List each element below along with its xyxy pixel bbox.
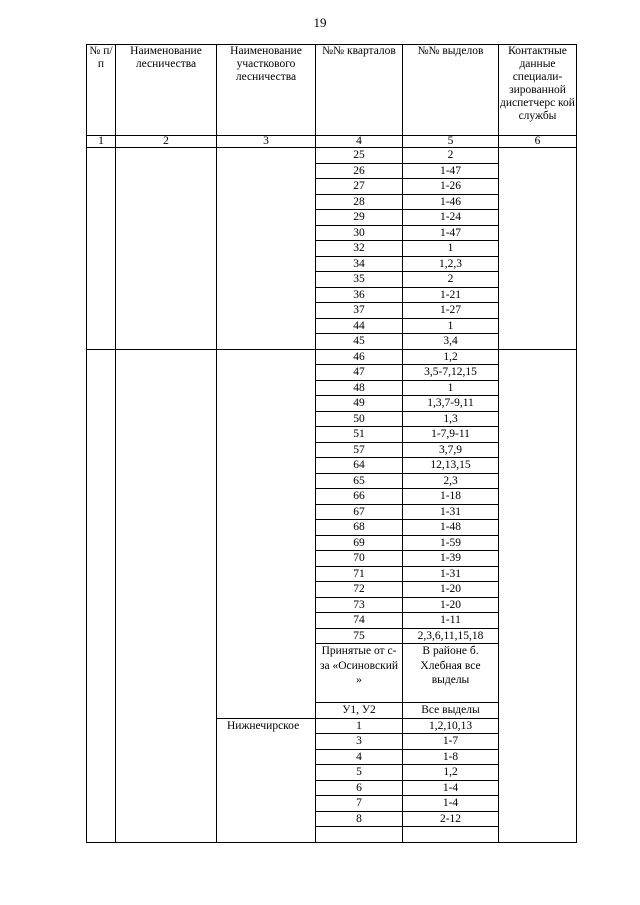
allotment-cell: 1-59	[403, 535, 499, 551]
allotment-cell: В районе б. Хлебная все выделы	[403, 644, 499, 703]
number-cell	[87, 349, 116, 842]
allotment-cell: 1-8	[403, 749, 499, 765]
quarter-cell: 49	[316, 396, 403, 412]
quarter-cell: 74	[316, 613, 403, 629]
quarter-cell: 28	[316, 194, 403, 210]
quarter-cell: 70	[316, 551, 403, 567]
allotment-cell: 3,7,9	[403, 442, 499, 458]
quarter-cell: 73	[316, 597, 403, 613]
header-quarters: №№ кварталов	[316, 45, 403, 136]
allotment-cell: 1-4	[403, 796, 499, 812]
column-number: 4	[316, 136, 403, 148]
number-cell	[87, 148, 116, 350]
allotment-cell: 2,3	[403, 473, 499, 489]
allotment-cell: 1	[403, 380, 499, 396]
quarter-cell: 45	[316, 334, 403, 350]
quarter-cell: 66	[316, 489, 403, 505]
quarter-cell: 35	[316, 272, 403, 288]
quarter-cell: 75	[316, 628, 403, 644]
header-forestry: Наименование лесничества	[116, 45, 217, 136]
allotment-cell: 2	[403, 272, 499, 288]
allotment-cell: 1-20	[403, 582, 499, 598]
quarter-cell: 3	[316, 734, 403, 750]
quarter-cell: 64	[316, 458, 403, 474]
header-allotments: №№ выделов	[403, 45, 499, 136]
allotment-cell: 1-24	[403, 210, 499, 226]
table-row	[87, 148, 577, 164]
allotment-cell: 1,2,10,13	[403, 718, 499, 734]
column-number: 5	[403, 136, 499, 148]
allotment-cell: 1-20	[403, 597, 499, 613]
allotment-cell: 1-21	[403, 287, 499, 303]
quarter-cell: 67	[316, 504, 403, 520]
allotment-cell: 1-7	[403, 734, 499, 750]
allotment-cell: 12,13,15	[403, 458, 499, 474]
quarter-cell: 46	[316, 349, 403, 365]
quarter-cell: 72	[316, 582, 403, 598]
quarter-cell: 25	[316, 148, 403, 164]
allotment-cell: 1	[403, 318, 499, 334]
column-number: 3	[217, 136, 316, 148]
allotment-cell: 1,2	[403, 765, 499, 781]
allotment-cell: 1,2	[403, 349, 499, 365]
forestry-cell	[116, 349, 217, 842]
subforestry-cell	[217, 349, 316, 718]
quarter-cell: 5	[316, 765, 403, 781]
quarter-cell: 69	[316, 535, 403, 551]
quarter-cell: 30	[316, 225, 403, 241]
quarter-cell: 71	[316, 566, 403, 582]
quarter-cell: 48	[316, 380, 403, 396]
allotment-cell: 1-47	[403, 225, 499, 241]
allotment-cell: 1,2,3	[403, 256, 499, 272]
allotment-cell: 1,3,7-9,11	[403, 396, 499, 412]
allotment-cell: 3,4	[403, 334, 499, 350]
column-number-row	[87, 136, 577, 148]
header-number: № п/п	[87, 45, 116, 136]
column-number: 1	[87, 136, 116, 148]
quarter-cell	[316, 827, 403, 843]
quarter-cell: 50	[316, 411, 403, 427]
quarter-cell: 26	[316, 163, 403, 179]
quarter-cell: У1, У2	[316, 703, 403, 719]
table-group-2	[87, 349, 577, 842]
allotment-cell: Все выделы	[403, 703, 499, 719]
allotment-cell: 1-46	[403, 194, 499, 210]
allotment-cell: 3,5-7,12,15	[403, 365, 499, 381]
subforestry-cell	[217, 148, 316, 350]
quarter-cell: 1	[316, 718, 403, 734]
table-group-1	[87, 148, 577, 350]
header-contacts: Контактные данные специали-зированной диспетчерс кой службы	[499, 45, 577, 136]
subforestry-name: Нижнечирское	[217, 718, 316, 842]
quarter-cell: 47	[316, 365, 403, 381]
quarter-cell: 57	[316, 442, 403, 458]
allotment-cell: 2-12	[403, 811, 499, 827]
allotment-cell: 1-26	[403, 179, 499, 195]
column-number: 6	[499, 136, 577, 148]
quarter-cell: 65	[316, 473, 403, 489]
allotment-cell: 1-47	[403, 163, 499, 179]
allotment-cell: 1-39	[403, 551, 499, 567]
allotment-cell	[403, 827, 499, 843]
quarter-cell: 68	[316, 520, 403, 536]
contact-cell	[499, 349, 577, 842]
allotment-cell: 1-31	[403, 566, 499, 582]
header-subforestry: Наименование участкового лесничества	[217, 45, 316, 136]
page-number: 19	[313, 15, 327, 30]
quarter-cell: 8	[316, 811, 403, 827]
allotment-cell: 1-31	[403, 504, 499, 520]
quarter-cell: 37	[316, 303, 403, 319]
quarter-cell: 4	[316, 749, 403, 765]
forest-quarters-table	[86, 44, 577, 843]
allotment-cell: 2,3,6,11,15,18	[403, 628, 499, 644]
quarter-cell: 34	[316, 256, 403, 272]
quarter-cell: 32	[316, 241, 403, 257]
allotment-cell: 1-11	[403, 613, 499, 629]
allotment-cell: 1-7,9-11	[403, 427, 499, 443]
quarter-cell: 29	[316, 210, 403, 226]
allotment-cell: 1-48	[403, 520, 499, 536]
quarter-cell: 44	[316, 318, 403, 334]
allotment-cell: 1,3	[403, 411, 499, 427]
allotment-cell: 1	[403, 241, 499, 257]
quarter-cell: 36	[316, 287, 403, 303]
allotment-cell: 1-4	[403, 780, 499, 796]
allotment-cell: 1-18	[403, 489, 499, 505]
forestry-cell	[116, 148, 217, 350]
quarter-cell: Принятые от с-за «Осиновский »	[316, 644, 403, 703]
quarter-cell: 6	[316, 780, 403, 796]
table-header	[87, 45, 577, 148]
contact-cell	[499, 148, 577, 350]
quarter-cell: 7	[316, 796, 403, 812]
table-row	[87, 349, 577, 365]
column-number: 2	[116, 136, 217, 148]
quarter-cell: 51	[316, 427, 403, 443]
quarter-cell: 27	[316, 179, 403, 195]
allotment-cell: 1-27	[403, 303, 499, 319]
allotment-cell: 2	[403, 148, 499, 164]
